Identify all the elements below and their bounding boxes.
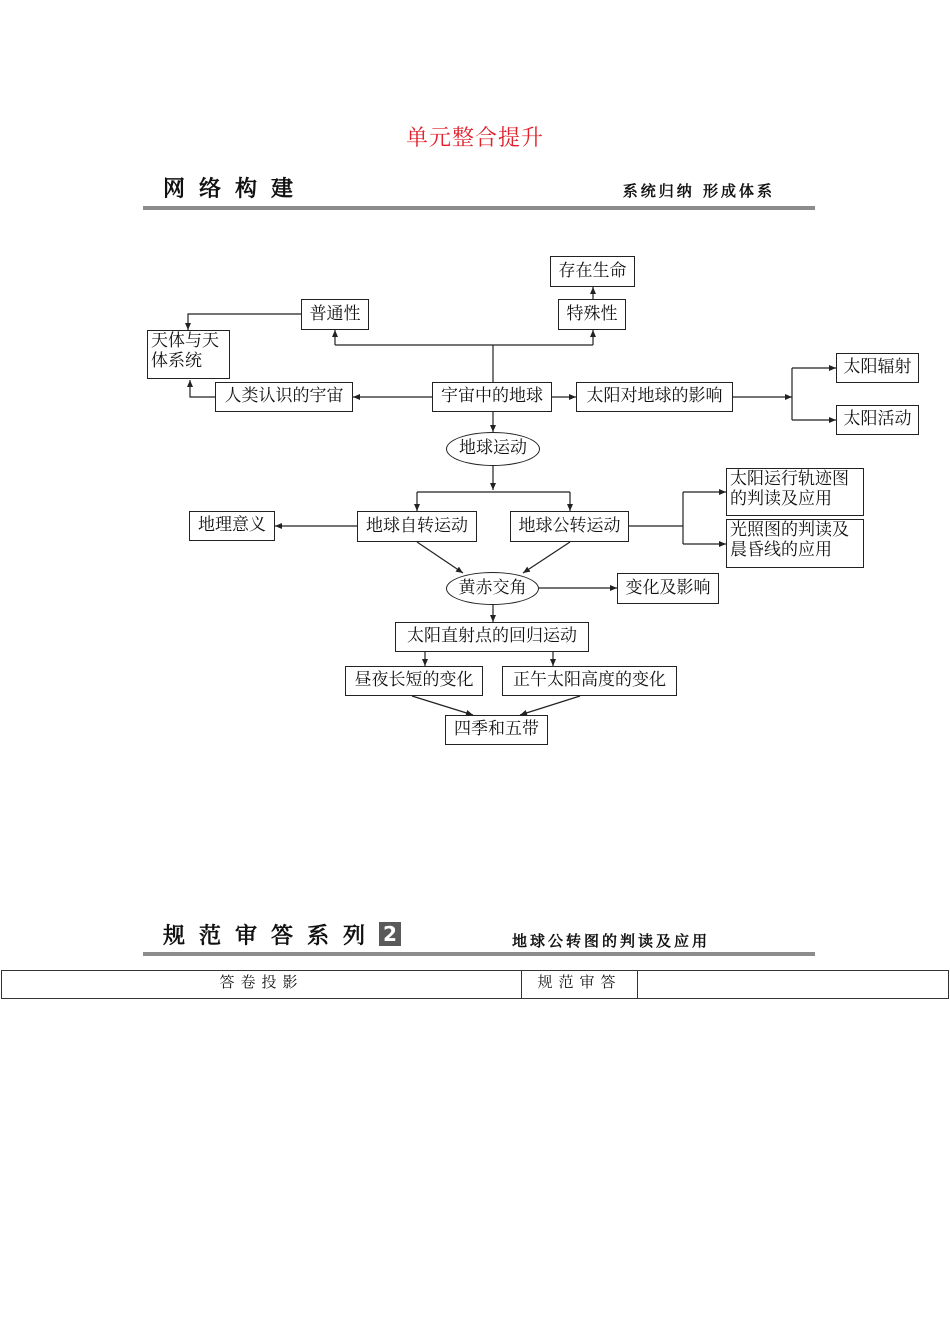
node-zhouye-changduan: 昼夜长短的变化 <box>345 666 483 696</box>
node-siji-wudai: 四季和五带 <box>445 715 548 745</box>
node-renlei-renshi: 人类认识的宇宙 <box>215 382 353 412</box>
page-title: 单元整合提升 <box>405 126 544 151</box>
section-header-right: 系统归纳 形成体系 <box>622 182 775 200</box>
section-header-left: 网络构建 <box>163 177 308 202</box>
node-taiyang-yingxiang: 太阳对地球的影响 <box>576 382 733 412</box>
node-tianti-xitong: 天体与天体系统 <box>147 330 230 379</box>
node-guangzhao-tu: 光照图的判读及晨昏线的应用 <box>726 519 864 568</box>
section-header-answer <box>143 922 815 956</box>
node-bianhua-yingxiang: 变化及影响 <box>617 573 719 604</box>
answer-table <box>1 970 949 999</box>
table-cell-empty <box>638 971 949 999</box>
node-putong-xing: 普通性 <box>301 299 369 330</box>
node-huangchi-jiaojiao: 黄赤交角 <box>446 572 539 605</box>
node-diqiu-yundong: 地球运动 <box>446 432 540 466</box>
node-dili-yiyi: 地理意义 <box>189 511 275 541</box>
section-header-left <box>163 919 401 950</box>
node-teshu-xing: 特殊性 <box>558 299 626 330</box>
node-yuzhou-diqiu: 宇宙中的地球 <box>432 382 552 412</box>
table-cell-dajuan: 答卷投影 <box>2 971 522 999</box>
node-taiyang-fushe: 太阳辐射 <box>836 353 919 383</box>
section-header-right: 地球公转图的判读及应用 <box>511 932 710 950</box>
node-zhishedian-huigui: 太阳直射点的回归运动 <box>395 622 589 652</box>
series-number-badge: 2 <box>379 922 401 946</box>
table-row <box>2 971 949 999</box>
section-divider <box>143 952 815 956</box>
node-cunzai-shengming: 存在生命 <box>550 256 635 287</box>
node-gongzhuan-yundong: 地球公转运动 <box>510 511 629 542</box>
node-guiji-tu: 太阳运行轨迹图的判读及应用 <box>726 468 864 516</box>
node-zizhuan-yundong: 地球自转运动 <box>357 511 477 542</box>
table-cell-guifan: 规范审答 <box>522 971 638 999</box>
node-taiyang-huodong: 太阳活动 <box>836 405 919 435</box>
section2-left-text: 规范审答系列 <box>163 924 380 949</box>
node-zhengwu-gaodu: 正午太阳高度的变化 <box>502 666 677 696</box>
